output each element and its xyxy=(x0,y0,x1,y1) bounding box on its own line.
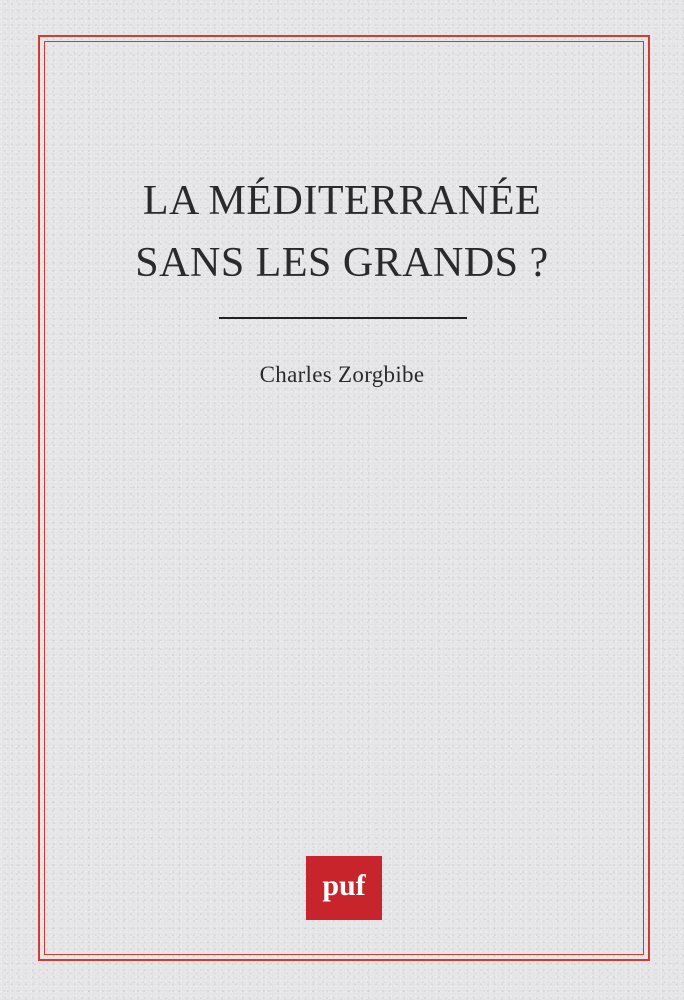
title-line-2: SANS LES GRANDS ? xyxy=(135,240,549,286)
publisher-logo-text: puf xyxy=(322,869,366,902)
title-line-1: LA MÉDITERRANÉE xyxy=(142,178,542,224)
author-name: Charles Zorgbibe xyxy=(259,362,425,387)
book-title xyxy=(0,170,684,294)
publisher-logo xyxy=(306,856,382,920)
title-divider xyxy=(219,317,467,319)
